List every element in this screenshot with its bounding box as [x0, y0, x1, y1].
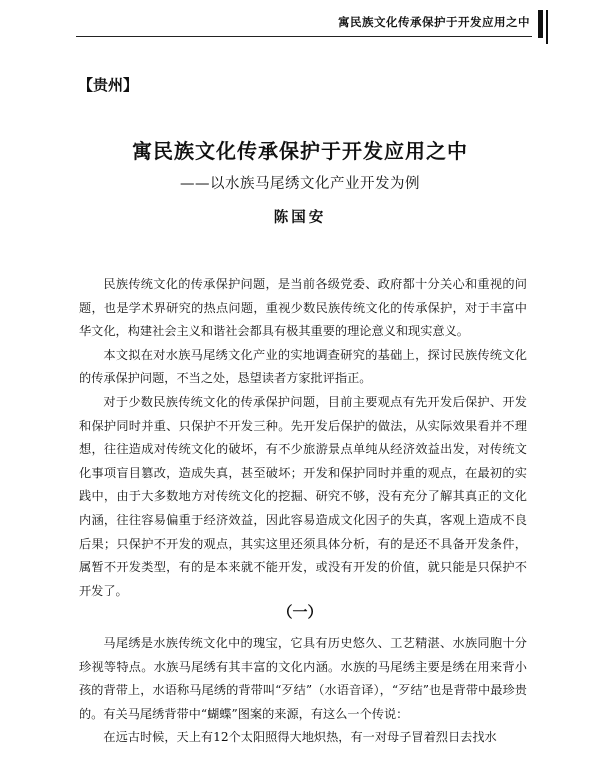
- paragraph-3: 对于少数民族传统文化的传承保护问题，目前主要观点有先开发后保护、开发和保护同时并重、只保护不开发三种。先开发后保护的做法，从实际效果看并不理想，往往造成对传统文化的破坏，有不少旅游景点单纯从经济效益出发，对传统文化事项盲目篡改，造成失真，甚至破坏；开发和保护同时并重的观点，在最初的实践中，由于大多数地方对传统文化的挖掘、研究不够，没有充分了解其真正的文化内涵，往往容易偏重于经济效益，因此容易造成文化因子的失真，客观上造成不良后果；只保护不开发的观点，其实这里还须具体分析，有的是还不具备开发条件，属暂不开发类型，有的是本来就不能开发，或没有开发的价值，就只能是只保护不开发了。: [79, 394, 527, 598]
- page-edge-bar-thin: [546, 10, 548, 44]
- author-name: 陈国安: [273, 209, 327, 226]
- paragraph-1: 民族传统文化的传承保护问题，是当前各级党委、政府都十分关心和重视的问题，也是学术界研究的热点问题，重视少数民族传统文化的传承保护，对于丰富中华文化，构建社会主义和谐社会都具有极其重要的理论意义和现实意义。: [79, 277, 527, 339]
- header-rule: [76, 36, 532, 37]
- paragraph-4: 马尾绣是水族传统文化中的瑰宝，它具有历史悠久、工艺精湛、水族同胞十分珍视等特点。水族马尾绣有其丰富的文化内涵。水族的马尾绣主要是绣在用来背小孩的背带上，水语称马尾绣的背带叫“歹结”（水语音译），“歹结”也是背带中最珍贵的。有关马尾绣背带中“蝴蝶”图案的来源，有这么一个传说：: [79, 636, 527, 721]
- paragraph-5: 在远古时候，天上有12个太阳照得大地炽热，有一对母子冒着烈日去找水: [103, 730, 497, 745]
- article-subtitle: ——以水族马尾绣文化产业开发为例: [180, 176, 420, 192]
- paragraph-2: 本文拟在对水族马尾绣文化产业的实地调查研究的基础上，探讨民族传统文化的传承保护问题，不当之处，恳望读者方家批评指正。: [79, 347, 527, 386]
- body-text: [79, 273, 527, 603]
- article-title: 寓民族文化传承保护于开发应用之中: [132, 139, 468, 163]
- region-tag: 【贵州】: [78, 76, 139, 94]
- page-edge-bar: [538, 10, 543, 38]
- section-heading: （一）: [277, 603, 323, 621]
- running-head: 寓民族文化传承保护于开发应用之中: [338, 15, 530, 29]
- body-text-section-1: [79, 632, 527, 750]
